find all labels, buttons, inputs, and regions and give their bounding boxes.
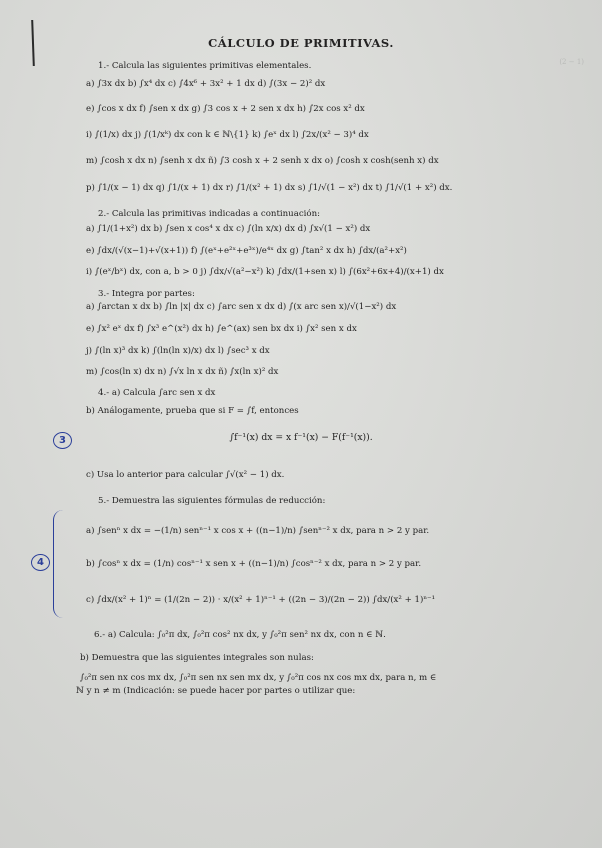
- section-1-row-4: m) ∫cosh x dx n) ∫senh x dx ñ) ∫3 cosh x + 2 senh x dx o) ∫cosh x cosh(senh x) dx: [86, 156, 439, 166]
- section-6-integrals: ∫₀²π sen nx cos mx dx, ∫₀²π sen nx sen mx dx, y ∫₀²π cos nx cos mx dx, para n, m ∈: [80, 673, 437, 683]
- section-3-row-3: j) ∫(ln x)³ dx k) ∫(ln(ln x)/x) dx l) ∫sec³ x dx: [86, 346, 270, 356]
- section-4-formula: ∫f⁻¹(x) dx = x f⁻¹(x) − F(f⁻¹(x)).: [229, 432, 373, 443]
- section-6-heading: 6.- a) Calcula: ∫₀²π dx, ∫₀²π cos² nx dx, y ∫₀²π sen² nx dx, con n ∈ ℕ.: [94, 630, 386, 640]
- section-5-heading: 5.- Demuestra las siguientes fórmulas de reducción:: [98, 496, 326, 506]
- section-2-heading: 2.- Calcula las primitivas indicadas a continuación:: [98, 209, 320, 219]
- section-6-part-b: b) Demuestra que las siguientes integrales son nulas:: [80, 653, 314, 663]
- section-2-row-2: e) ∫dx/(√(x−1)+√(x+1)) f) ∫(eˣ+e²ˣ+e³ˣ)/e⁴ˣ dx g) ∫tan² x dx h) ∫dx/(a²+x²): [86, 246, 407, 256]
- section-5-formula-c: c) ∫dx/(x² + 1)ⁿ = (1/(2n − 2)) · x/(x² + 1)ⁿ⁻¹ + ((2n − 3)/(2n − 2)) ∫dx/(x² + 1)ⁿ⁻¹: [86, 595, 436, 605]
- section-6-hint: ℕ y n ≠ m (Indicación: se puede hacer por partes o utilizar que:: [76, 686, 356, 696]
- section-3-row-4: m) ∫cos(ln x) dx n) ∫√x ln x dx ñ) ∫x(ln x)² dx: [86, 367, 279, 377]
- section-5-formula-b: b) ∫cosⁿ x dx = (1/n) cosⁿ⁻¹ x sen x + ((n−1)/n) ∫cosⁿ⁻² x dx, para n > 2 y par.: [86, 559, 422, 569]
- faint-bleed-through-note: (2 − 1): [559, 58, 584, 66]
- section-3-row-1: a) ∫arctan x dx b) ∫ln |x| dx c) ∫arc sen x dx d) ∫(x arc sen x)/√(1−x²) dx: [86, 302, 397, 312]
- section-2-row-3: i) ∫(eˣ/bˣ) dx, con a, b > 0 j) ∫dx/√(a²−x²) k) ∫dx/(1+sen x) l) ∫(6x²+6x+4)/(x+1) dx: [86, 267, 444, 277]
- section-4-part-b: b) Análogamente, prueba que si F = ∫f, entonces: [86, 406, 299, 416]
- section-4-heading: 4.- a) Calcula ∫arc sen x dx: [98, 388, 216, 398]
- handwritten-bracket: [53, 510, 63, 618]
- section-1-heading: 1.- Calcula las siguientes primitivas elementales.: [98, 61, 312, 71]
- section-1-row-3: i) ∫(1/x) dx j) ∫(1/xᵏ) dx con k ∈ ℕ\{1} k) ∫eˣ dx l) ∫2x/(x² − 3)⁴ dx: [86, 130, 369, 140]
- handwritten-circled-mark-5: 4: [31, 554, 50, 571]
- section-3-heading: 3.- Integra por partes:: [98, 289, 195, 299]
- section-1-row-1: a) ∫3x dx b) ∫x⁴ dx c) ∫4x⁶ + 3x² + 1 dx d) ∫(3x − 2)² dx: [86, 79, 326, 89]
- section-3-row-2: e) ∫x² eˣ dx f) ∫x³ e^(x²) dx h) ∫e^(ax) sen bx dx i) ∫x² sen x dx: [86, 324, 357, 334]
- section-5-formula-a: a) ∫senⁿ x dx = −(1/n) senⁿ⁻¹ x cos x + ((n−1)/n) ∫senⁿ⁻² x dx, para n > 2 y par.: [86, 526, 430, 536]
- section-2-row-1: a) ∫1/(1+x²) dx b) ∫sen x cos⁴ x dx c) ∫(ln x/x) dx d) ∫x√(1 − x²) dx: [86, 224, 371, 234]
- section-4-part-c: c) Usa lo anterior para calcular ∫√(x² − 1) dx.: [86, 470, 285, 480]
- section-1-row-5: p) ∫1/(x − 1) dx q) ∫1/(x + 1) dx r) ∫1/(x² + 1) dx s) ∫1/√(1 − x²) dx t) ∫1/√(1 + x²) dx.: [86, 183, 453, 193]
- section-1-row-2: e) ∫cos x dx f) ∫sen x dx g) ∫3 cos x + 2 sen x dx h) ∫2x cos x² dx: [86, 104, 365, 114]
- handwritten-circled-mark-4: 3: [53, 432, 72, 449]
- document-title: CÁLCULO DE PRIMITIVAS.: [208, 36, 394, 50]
